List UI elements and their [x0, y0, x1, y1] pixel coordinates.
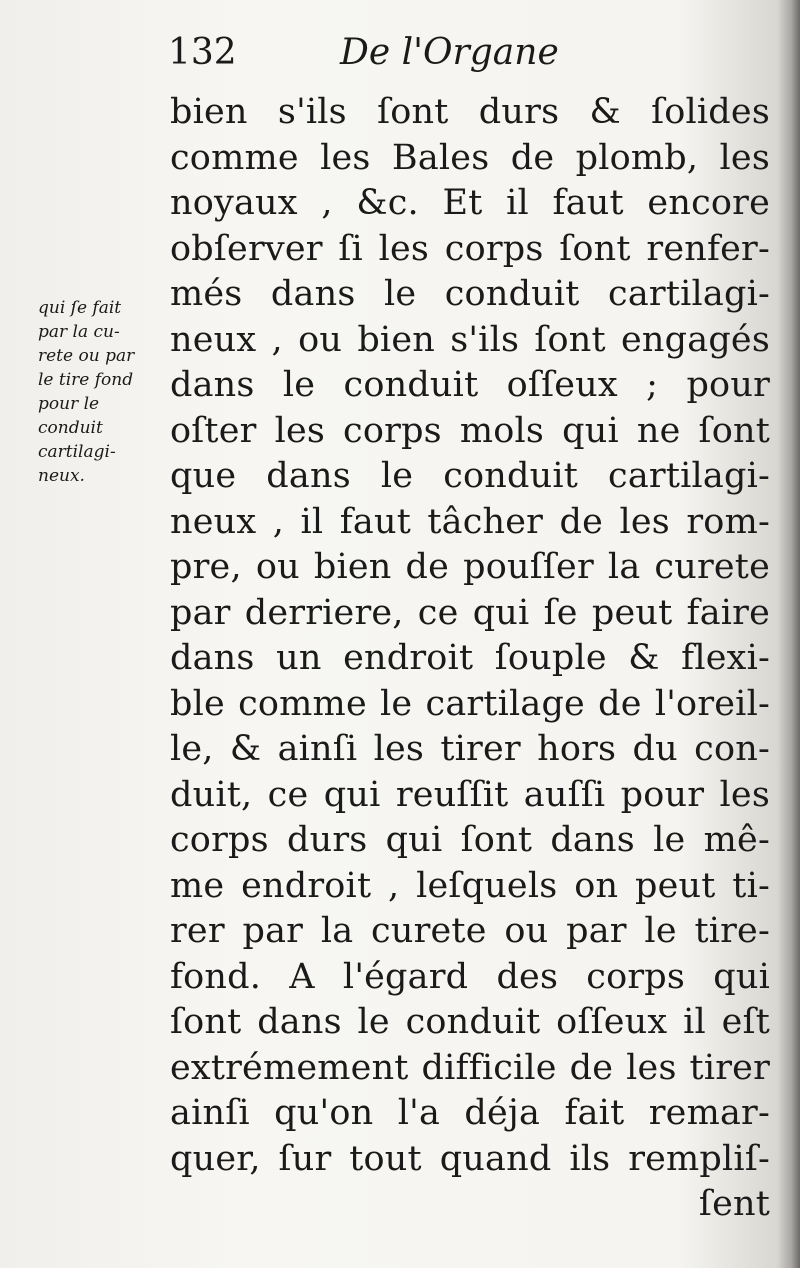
text-line: rer par la curete ou par le tire-: [170, 911, 770, 951]
text-line: que dans le conduit cartilagi-: [170, 456, 770, 496]
page-gutter-shadow: [778, 0, 800, 1268]
margin-note-line: par la cu-: [38, 322, 120, 342]
text-line: corps durs qui ſont dans le mê-: [170, 820, 770, 860]
running-title: De l'Organe: [340, 32, 559, 73]
text-line: pre, ou bien de pouſſer la curete: [170, 547, 770, 587]
text-line: extrémement difficile de les tirer: [170, 1047, 770, 1088]
text-line: obſerver ſi les corps ſont renfer-: [170, 228, 770, 269]
text-line: me endroit , leſquels on peut ti-: [170, 865, 770, 906]
text-line: ſont dans le conduit oſſeux il eſt: [170, 1002, 770, 1042]
text-line: dans un endroit ſouple & flexi-: [170, 638, 770, 678]
margin-note-line: qui ſe fait: [38, 298, 122, 318]
text-line: ble comme le cartilage de l'oreil-: [170, 683, 770, 724]
margin-note-line: le tire fond: [38, 370, 134, 390]
text-line: neux , ou bien s'ils ſont engagés: [170, 319, 770, 360]
text-line: le, & ainſi les tirer hors du con-: [170, 729, 770, 769]
text-line: dans le conduit oſſeux ; pour: [170, 365, 770, 405]
text-line: fond. A l'égard des corps qui: [170, 956, 770, 997]
text-line: noyaux , &c. Et il faut encore: [170, 183, 770, 223]
margin-note-line: neux.: [38, 466, 85, 486]
text-line: més dans le conduit cartilagi-: [170, 274, 770, 314]
text-line: bien s'ils ſont durs & ſolides: [170, 92, 770, 132]
text-line: oſter les corps mols qui ne ſont: [170, 410, 770, 451]
page-number: 132: [168, 32, 237, 73]
catchword-line: ſent: [698, 1184, 770, 1224]
body-text: [170, 90, 770, 1228]
text-line: duit, ce qui reuſſit auſſi pour les: [170, 774, 770, 815]
text-line: ainſi qu'on l'a déja fait remar-: [170, 1093, 770, 1133]
margin-note-line: conduit: [38, 418, 103, 438]
text-line: comme les Bales de plomb, les: [170, 137, 770, 178]
margin-note-line: pour le: [38, 394, 100, 414]
margin-note: [38, 296, 176, 488]
text-line: par derriere, ce qui ſe peut faire: [170, 592, 770, 633]
margin-note-line: rete ou par: [38, 346, 135, 366]
text-line: quer, ſur tout quand ils rempliſ-: [170, 1138, 770, 1179]
text-line: neux , il faut tâcher de les rom-: [170, 501, 770, 542]
margin-note-line: cartilagi-: [38, 442, 116, 462]
